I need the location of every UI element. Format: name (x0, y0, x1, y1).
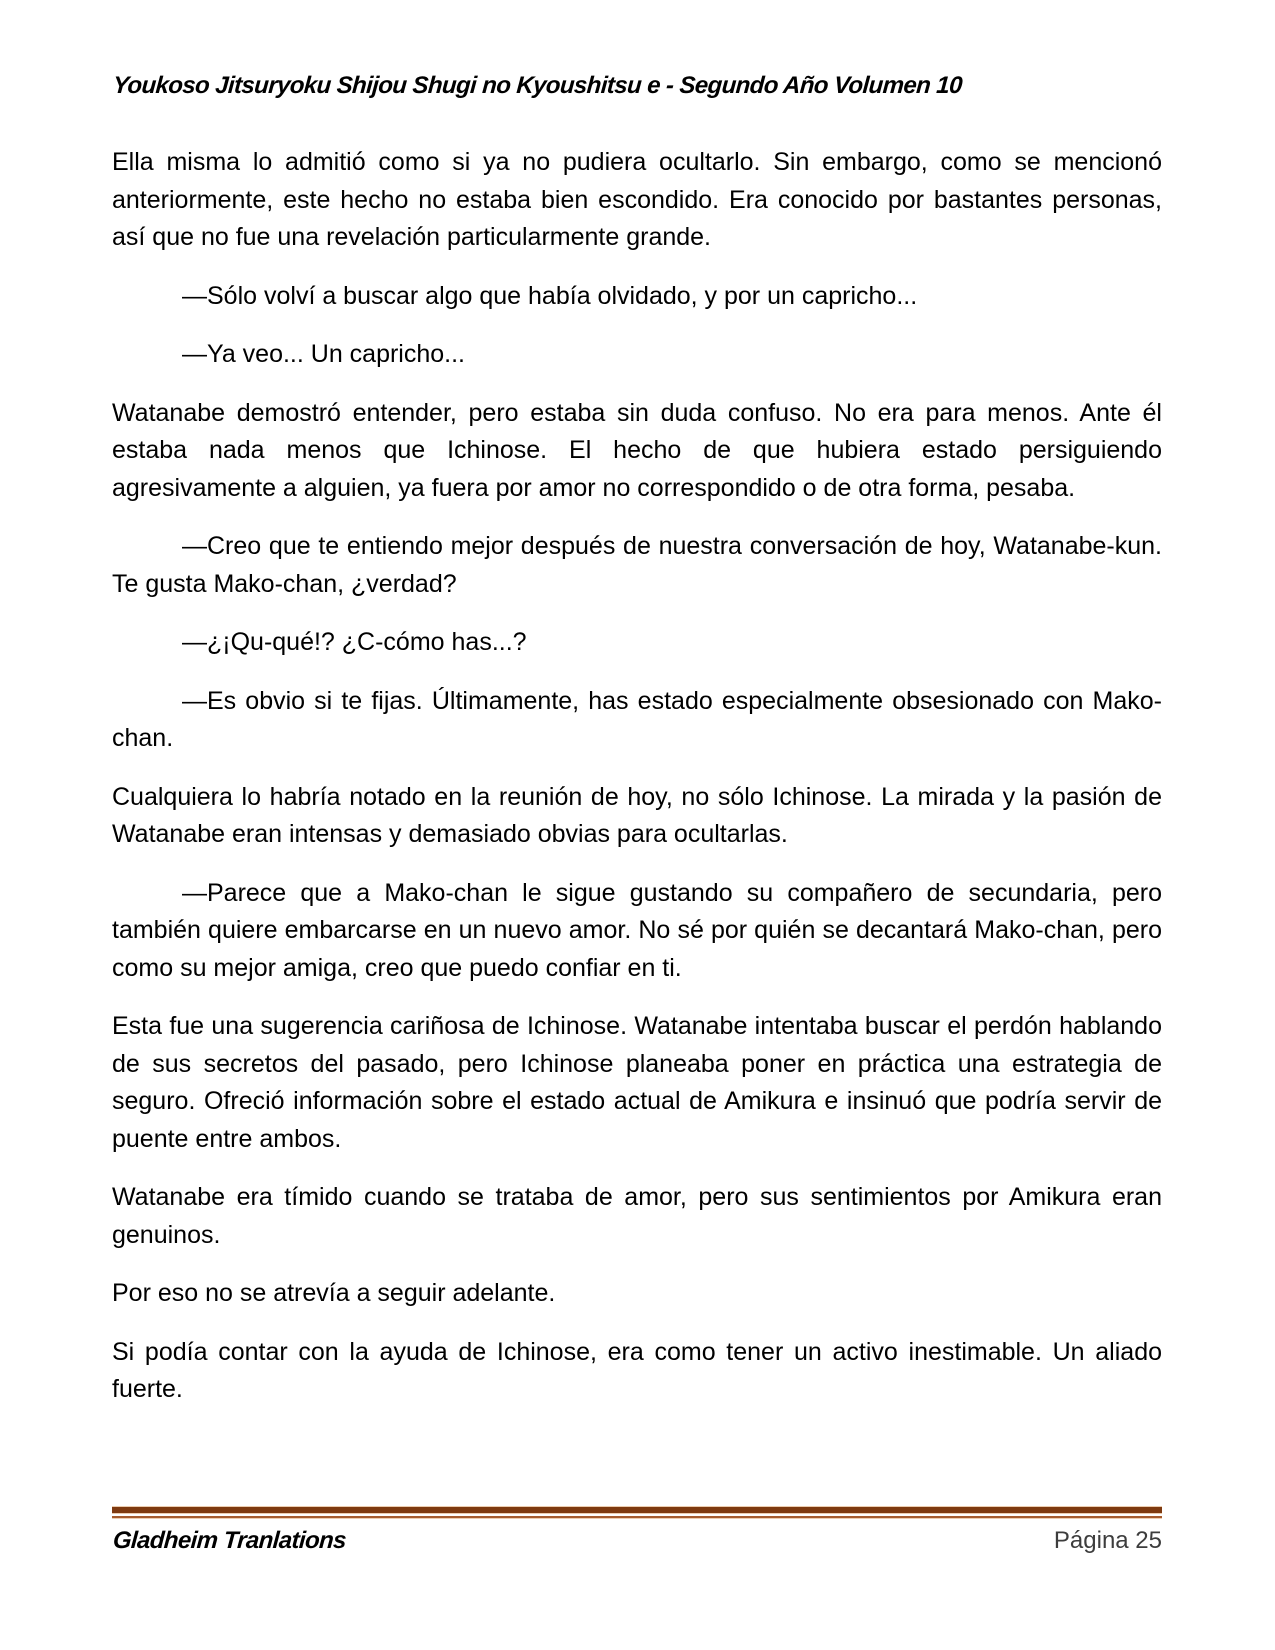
footer-row (112, 1527, 1162, 1555)
narration-paragraph: Por eso no se atrevía a seguir adelante. (112, 1279, 556, 1307)
dialogue-paragraph: —Creo que te entiendo mejor después de nuestra conversación de hoy, Watanabe-kun. Te gusta Mako-chan, ¿verdad? (112, 532, 1162, 598)
footer-rule (112, 1506, 1162, 1519)
narration-paragraph: Si podía contar con la ayuda de Ichinose, era como tener un activo inestimable. Un aliado fuerte. (112, 1337, 1162, 1403)
narration-paragraph: Cualquiera lo habría notado en la reunión de hoy, no sólo Ichinose. La mirada y la pasión de Watanabe eran intensas y demasiado obvias para ocultarlas. (112, 782, 1162, 848)
page-footer (112, 1506, 1162, 1555)
page-body (112, 144, 1162, 1409)
page-header-title: Youkoso Jitsuryoku Shijou Shugi no Kyoushitsu e - Segundo Año Volumen 10 (112, 72, 963, 99)
narration-paragraph: Watanabe demostró entender, pero estaba sin duda confuso. No era para menos. Ante él estaba nada menos que Ichinose. El hecho de que hubiera estado persiguiendo agresivamente a alguien, ya fuera por amor no correspondido o de otra forma, pesaba. (112, 398, 1162, 502)
footer-rule-thin-line (112, 1516, 1162, 1519)
dialogue-paragraph: —Sólo volví a buscar algo que había olvidado, y por un capricho... (182, 281, 918, 310)
dialogue-paragraph: —Ya veo... Un capricho... (182, 340, 465, 368)
dialogue-paragraph: —Parece que a Mako-chan le sigue gustando su compañero de secundaria, pero también quiere embarcarse en un nuevo amor. No sé por quién se decantará Mako-chan, pero como su mejor amiga, creo que puedo confiar en ti. (112, 878, 1162, 982)
narration-paragraph: Watanabe era tímido cuando se trataba de amor, pero sus sentimientos por Amikura eran genuinos. (112, 1183, 1162, 1249)
narration-paragraph: Ella misma lo admitió como si ya no pudiera ocultarlo. Sin embargo, como se mencionó anteriormente, este hecho no estaba bien escondido. Era conocido por bastantes personas, así que no fue una revelación particularmente grande. (112, 148, 1162, 251)
footer-translator: Gladheim Tranlations (112, 1527, 347, 1554)
dialogue-paragraph: —¿¡Qu-qué!? ¿C-cómo has...? (182, 628, 527, 656)
footer-page-number: Página 25 (1053, 1527, 1162, 1554)
narration-paragraph: Esta fue una sugerencia cariñosa de Ichinose. Watanabe intentaba buscar el perdón hablando de sus secretos del pasado, pero Ichinose planeaba poner en práctica una estrategia de seguro. Ofreció información sobre el estado actual de Amikura e insinuó que podría servir de puente entre ambos. (112, 1012, 1162, 1153)
dialogue-paragraph: —Es obvio si te fijas. Últimamente, has estado especialmente obsesionado con Mako-chan. (112, 686, 1162, 752)
footer-rule-thick-line (112, 1506, 1162, 1514)
